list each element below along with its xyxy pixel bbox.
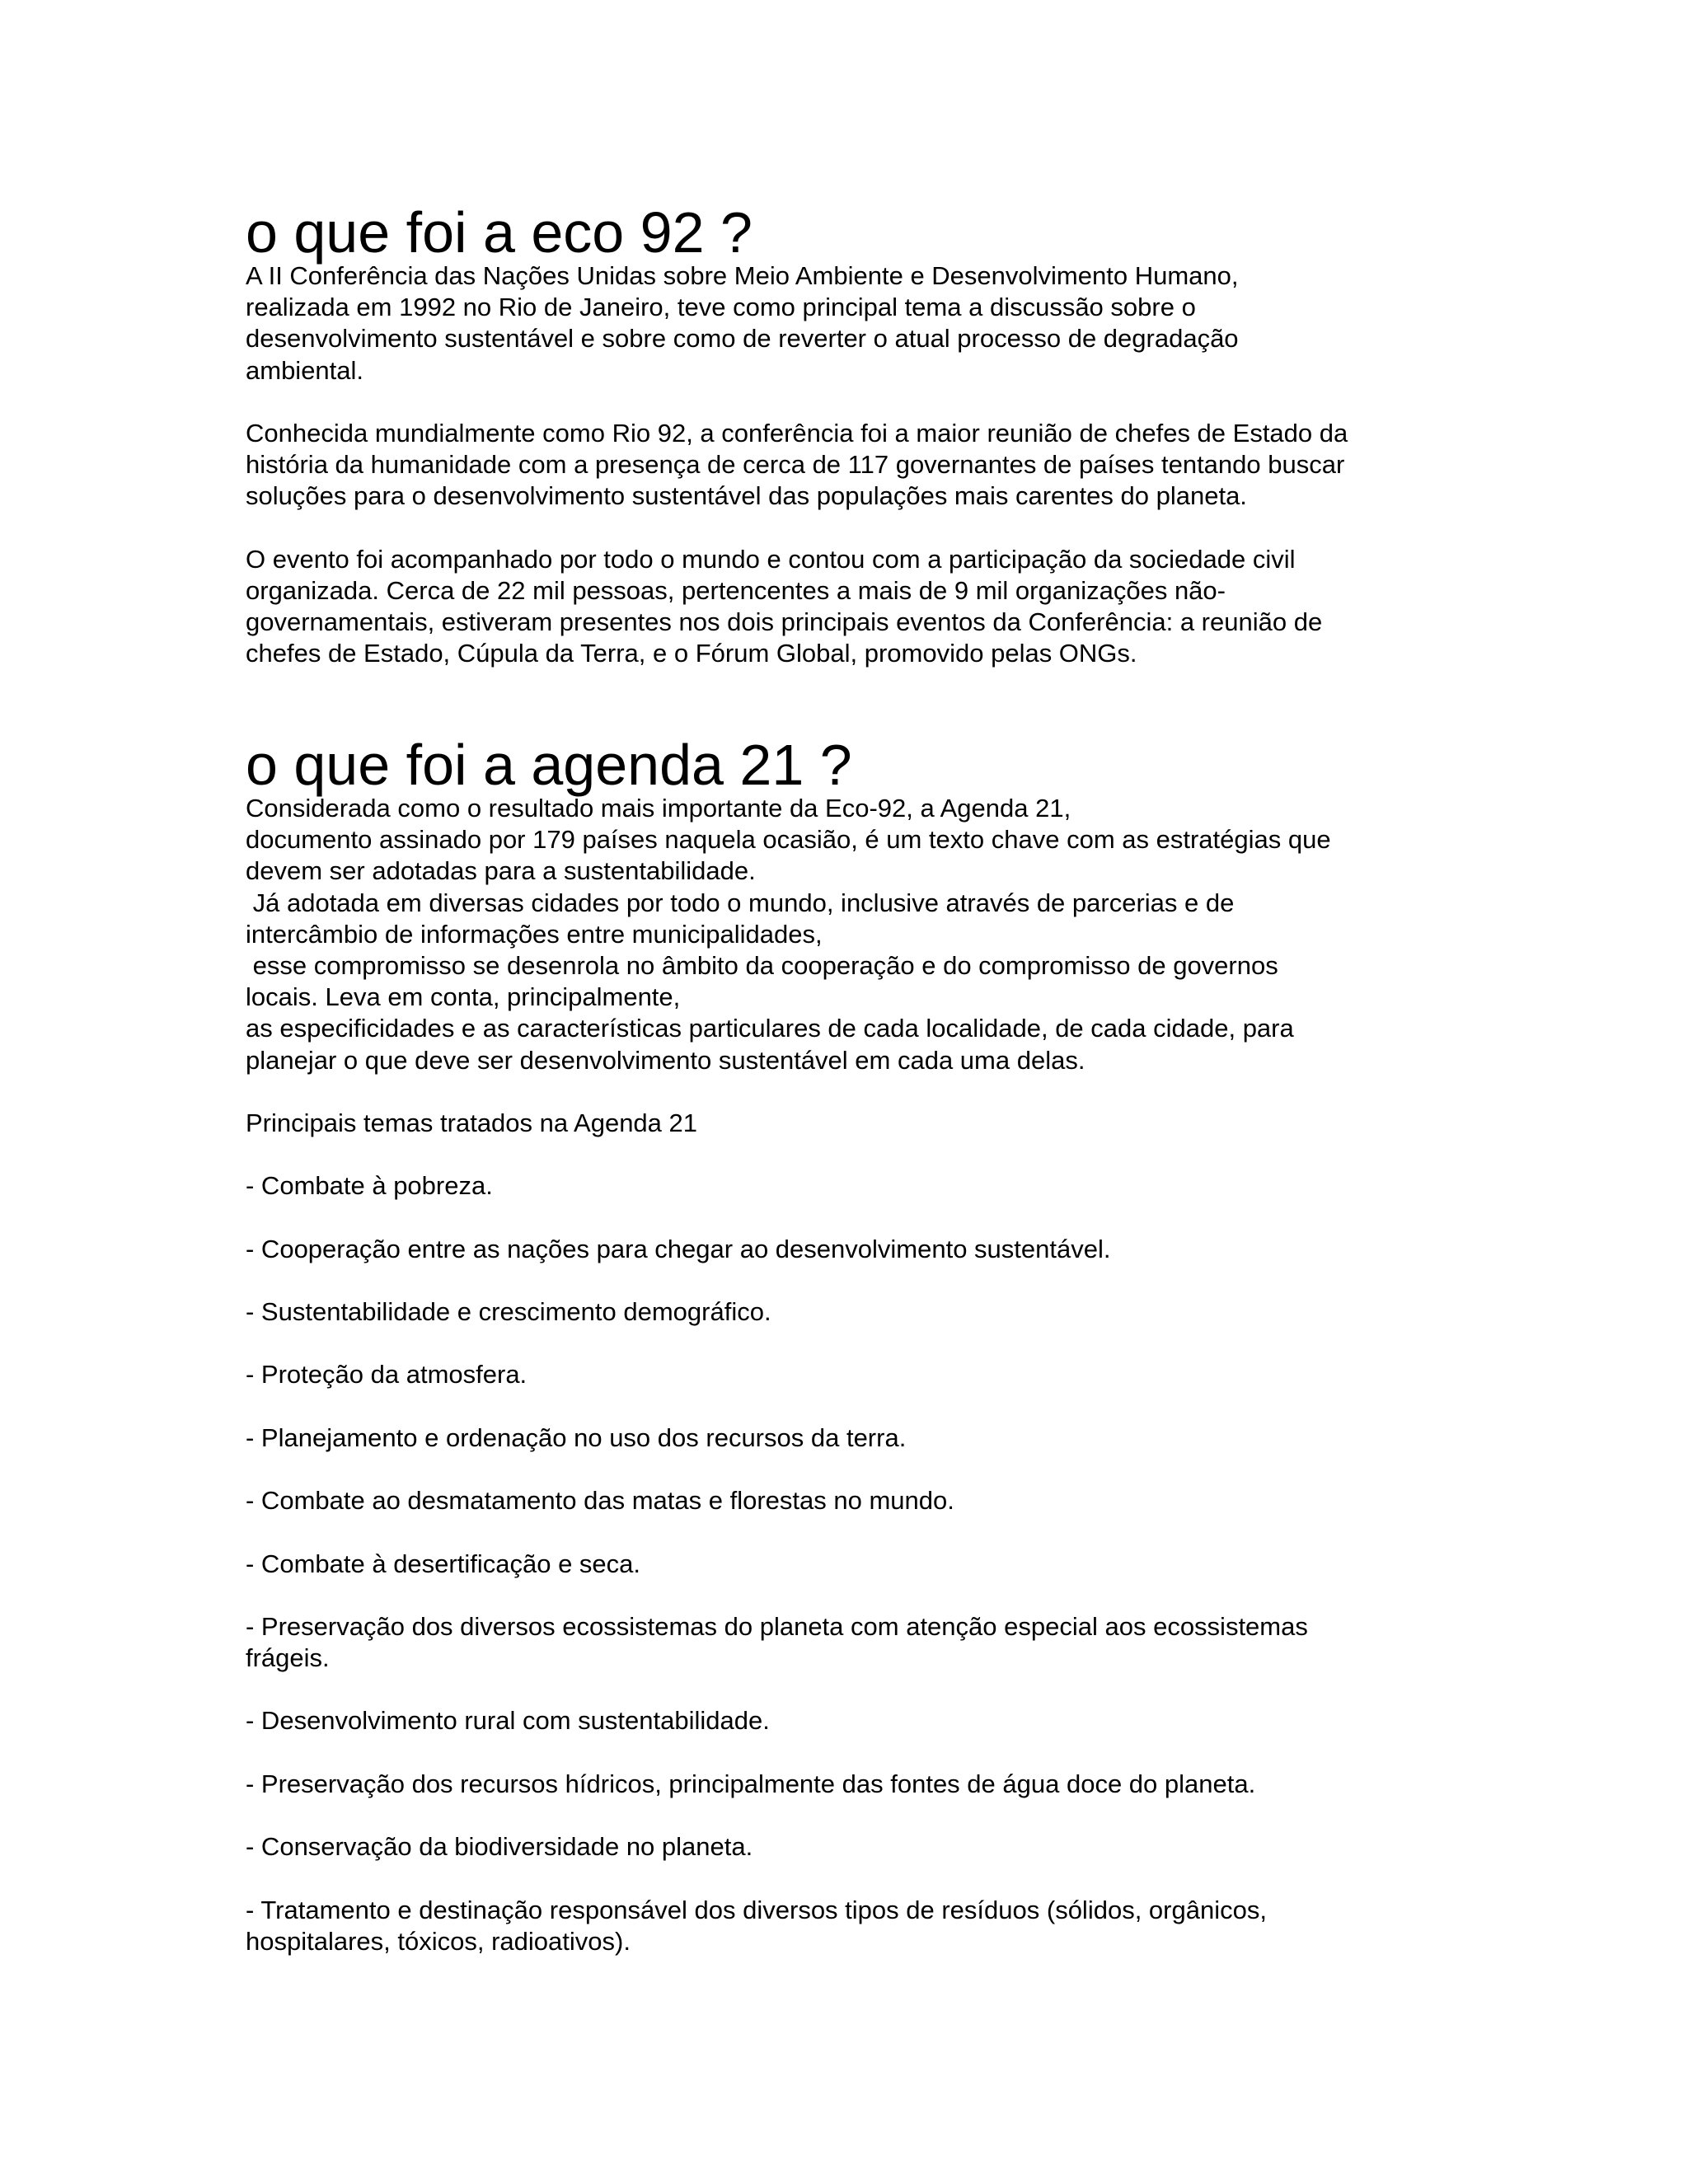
theme-item: - Planejamento e ordenação no uso dos recursos da terra. (246, 1422, 907, 1452)
paragraph-line: planejar o que deve ser desenvolvimento sustentável em cada uma delas. (246, 1045, 1085, 1075)
theme-item: - Combate à pobreza. (246, 1171, 493, 1201)
paragraph-gap (246, 1076, 1482, 1108)
paragraph-line: Já adotada em diversas cidades por todo o mundo, inclusive através de parcerias e de (246, 888, 1235, 917)
theme-item: - Conservação da biodiversidade no planeta. (246, 1832, 753, 1862)
paragraph-gap (246, 1391, 1482, 1422)
paragraph-gap (246, 1202, 1482, 1233)
paragraph-line: história da humanidade com a presença de cerca de 117 governantes de países tentando buscar (246, 450, 1345, 480)
theme-item-continued: frágeis. (246, 1643, 330, 1673)
paragraph-gap (246, 1863, 1482, 1894)
paragraph-line: A II Conferência das Nações Unidas sobre Meio Ambiente e Desenvolvimento Humano, (246, 261, 1239, 290)
section-title-eco92: o que foi a eco 92 ? (246, 200, 753, 265)
paragraph-line: intercâmbio de informações entre municipalidades, (246, 919, 823, 949)
paragraph-gap (246, 1674, 1482, 1705)
paragraph-gap (246, 513, 1482, 544)
paragraph-line: devem ser adotadas para a sustentabilidade. (246, 856, 756, 886)
section-agenda21-body (246, 793, 1482, 1957)
theme-item: - Cooperação entre as nações para chegar ao desenvolvimento sustentável. (246, 1234, 1111, 1263)
paragraph-line: O evento foi acompanhado por todo o mundo e contou com a participação da sociedade civil (246, 544, 1296, 574)
theme-item: - Preservação dos diversos ecossistemas do planeta com atenção especial aos ecossistemas (246, 1611, 1308, 1641)
theme-item: - Preservação dos recursos hídricos, principalmente das fontes de água doce do planeta. (246, 1769, 1256, 1798)
paragraph-line: esse compromisso se desenrola no âmbito da cooperação e do compromisso de governos (246, 950, 1278, 980)
paragraph-line: as especificidades e as características particulares de cada localidade, de cada cidade, para (246, 1014, 1294, 1043)
paragraph-gap (246, 1737, 1482, 1769)
theme-item: - Tratamento e destinação responsável dos diversos tipos de resíduos (sólidos, orgânicos, (246, 1895, 1267, 1924)
section-eco92-body (246, 260, 1482, 669)
theme-item: - Proteção da atmosfera. (246, 1360, 528, 1390)
paragraph-gap (246, 1580, 1482, 1611)
paragraph-line: Considerada como o resultado mais importante da Eco-92, a Agenda 21, (246, 794, 1071, 823)
paragraph-line: organizada. Cerca de 22 mil pessoas, pertencentes a mais de 9 mil organizações não- (246, 575, 1226, 605)
paragraph-line: desenvolvimento sustentável e sobre como de reverter o atual processo de degradação (246, 324, 1239, 354)
theme-item: - Sustentabilidade e crescimento demográfico. (246, 1297, 771, 1326)
paragraph-line: documento assinado por 179 países naquela ocasião, é um texto chave com as estratégias que (246, 825, 1331, 855)
paragraph-gap (246, 1454, 1482, 1485)
theme-item: - Combate ao desmatamento das matas e florestas no mundo. (246, 1486, 954, 1516)
paragraph-line: chefes de Estado, Cúpula da Terra, e o Fórum Global, promovido pelas ONGs. (246, 639, 1137, 668)
paragraph-line: realizada em 1992 no Rio de Janeiro, teve como principal tema a discussão sobre o (246, 293, 1196, 322)
paragraph-line: ambiental. (246, 355, 364, 385)
paragraph-gap (246, 1265, 1482, 1296)
section-title-agenda21: o que foi a agenda 21 ? (246, 733, 852, 797)
paragraph-gap (246, 1328, 1482, 1359)
paragraph-line: Conhecida mundialmente como Rio 92, a conferência foi a maior reunião de chefes de Estado da (246, 418, 1348, 448)
paragraph-gap (246, 1800, 1482, 1831)
paragraph-gap (246, 1516, 1482, 1548)
themes-heading: Principais temas tratados na Agenda 21 (246, 1108, 698, 1137)
theme-item: - Combate à desertificação e seca. (246, 1549, 641, 1578)
paragraph-line: governamentais, estiveram presentes nos dois principais eventos da Conferência: a reunião de (246, 607, 1323, 637)
paragraph-gap (246, 387, 1482, 418)
theme-item: - Desenvolvimento rural com sustentabilidade. (246, 1706, 770, 1736)
theme-item-continued: hospitalares, tóxicos, radioativos). (246, 1926, 631, 1956)
paragraph-gap (246, 1139, 1482, 1170)
paragraph-line: locais. Leva em conta, principalmente, (246, 982, 681, 1012)
paragraph-line: soluções para o desenvolvimento sustentável das populações mais carentes do planeta. (246, 481, 1247, 511)
